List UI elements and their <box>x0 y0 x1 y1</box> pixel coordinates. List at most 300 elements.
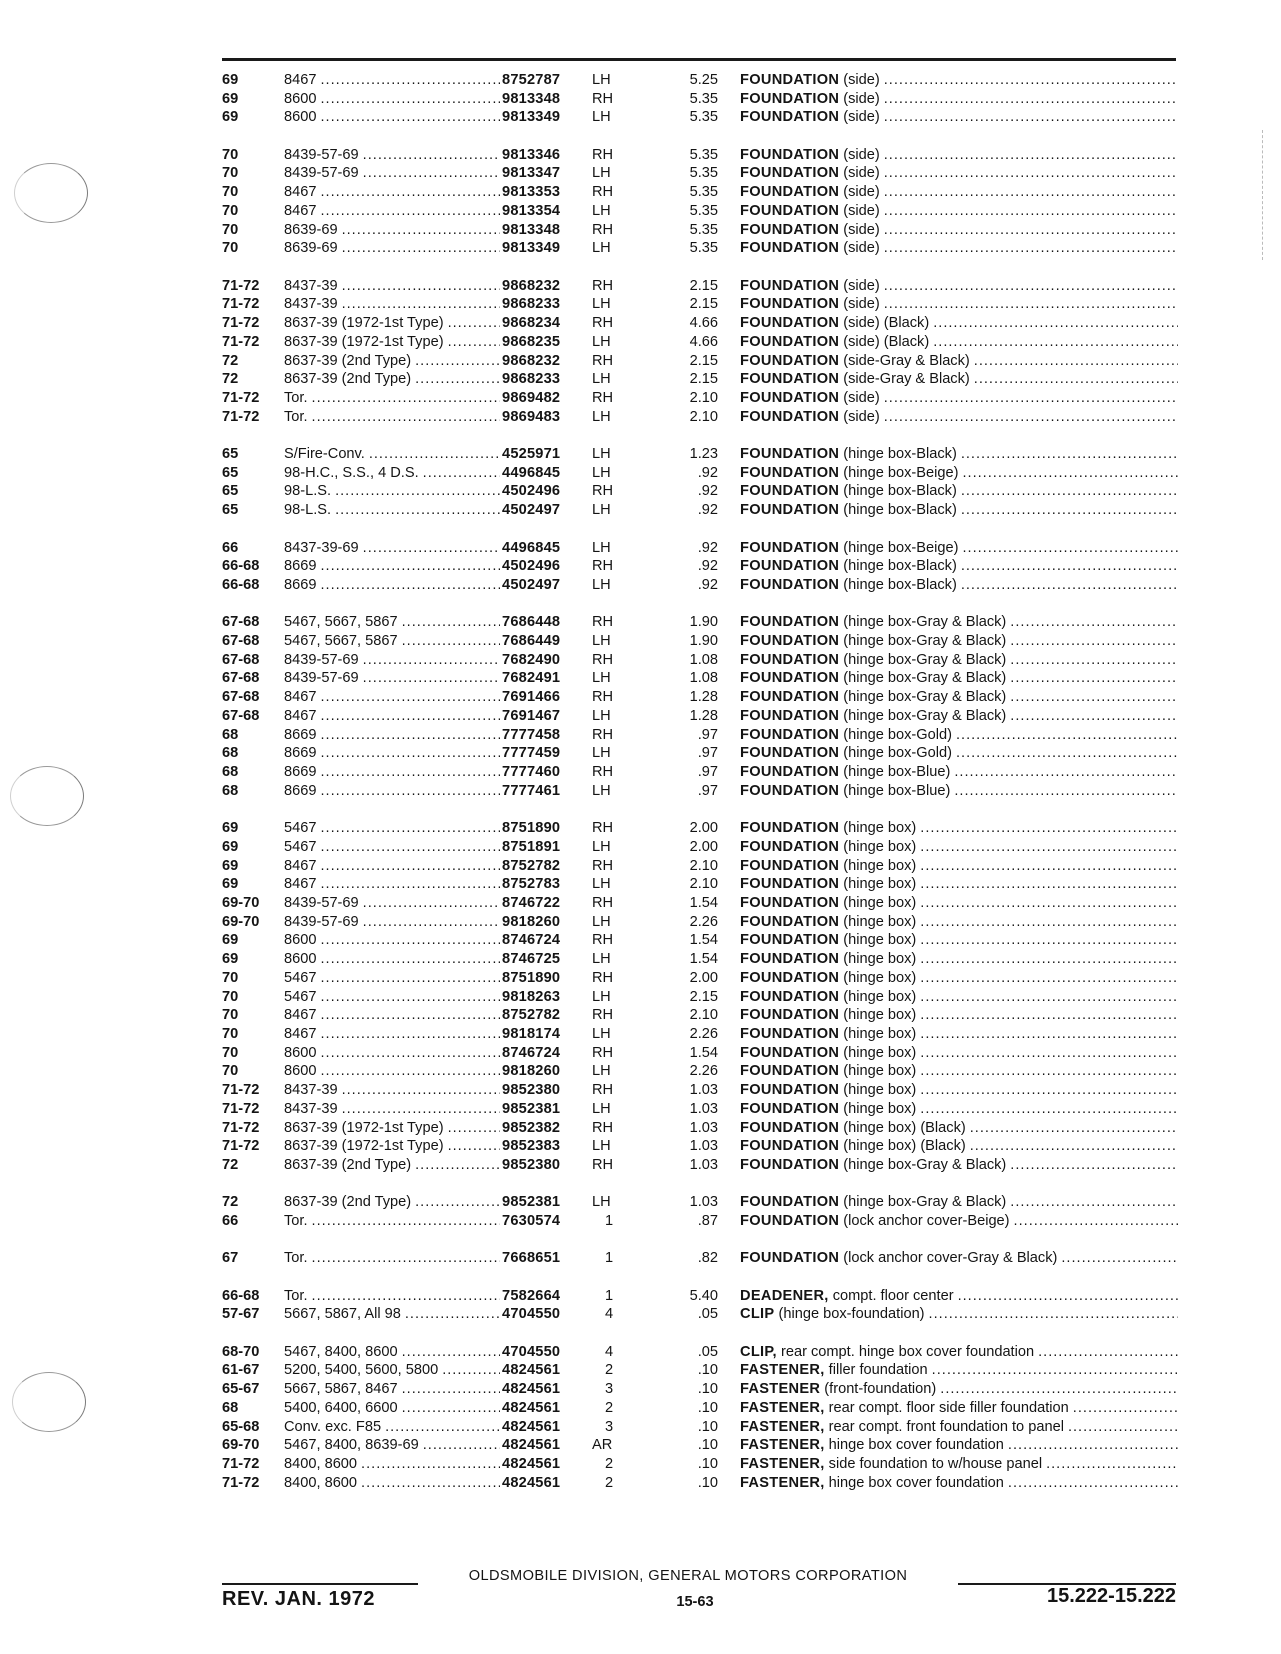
quantity-cell: RH <box>592 390 614 406</box>
dot-leader <box>1010 688 1178 707</box>
year-cell: 69 <box>222 820 239 836</box>
table-row <box>0 1025 1281 1044</box>
table-row <box>0 1436 1281 1455</box>
quantity-cell: RH <box>592 970 614 986</box>
table-row <box>0 913 1281 932</box>
description-keyword: FOUNDATION <box>740 184 840 200</box>
year-cell: 57-67 <box>222 1306 260 1322</box>
quantity-cell: RH <box>592 858 614 874</box>
description-text <box>740 202 884 221</box>
price-cell: 1.03 <box>689 1138 718 1154</box>
model-text: 8637-39 (1972-1st Type) <box>284 315 444 331</box>
model-cell <box>284 857 500 876</box>
model-text: 5467 <box>284 820 317 836</box>
year-cell: 67-68 <box>222 708 260 724</box>
model-text: 8637-39 (1972-1st Type) <box>284 334 444 350</box>
description-detail: (hinge box-foundation) <box>774 1306 925 1322</box>
description-detail: (side-Gray & Black) <box>839 371 970 387</box>
quantity-cell: 3 <box>604 1381 614 1397</box>
description-detail: (hinge box) <box>839 914 917 930</box>
description-detail: (hinge box-Gray & Black) <box>839 708 1007 724</box>
year-cell: 71-72 <box>222 409 260 425</box>
price-cell: 2.00 <box>689 820 718 836</box>
description-detail: (hinge box-Beige) <box>839 465 959 481</box>
quantity-cell: 2 <box>604 1475 614 1491</box>
description-keyword: FOUNDATION <box>740 540 840 556</box>
model-cell <box>284 239 500 258</box>
price-cell: 5.40 <box>689 1288 718 1304</box>
description-keyword: DEADENER, <box>740 1288 829 1304</box>
table-row <box>0 1044 1281 1063</box>
price-cell: .92 <box>697 483 718 499</box>
dot-leader <box>402 1380 500 1399</box>
description-text <box>740 389 884 408</box>
dot-leader <box>920 1100 1178 1119</box>
price-cell: 5.35 <box>689 147 718 163</box>
dot-leader <box>423 464 500 483</box>
dot-leader <box>884 277 1178 296</box>
price-cell: 1.28 <box>689 708 718 724</box>
dot-leader <box>1038 1343 1178 1362</box>
description-keyword: FASTENER, <box>740 1437 825 1453</box>
description-text <box>740 819 920 838</box>
year-cell: 66 <box>222 1213 239 1229</box>
year-cell: 70 <box>222 1045 239 1061</box>
description-text <box>740 969 920 988</box>
quantity-cell: LH <box>592 1026 611 1042</box>
dot-leader <box>363 894 500 913</box>
description-keyword: FOUNDATION <box>740 72 840 88</box>
year-cell: 65 <box>222 465 239 481</box>
part-number-cell: 7682490 <box>502 652 561 668</box>
price-cell: .92 <box>697 502 718 518</box>
dot-leader <box>884 183 1178 202</box>
description-cell <box>740 1380 1178 1399</box>
description-keyword: FOUNDATION <box>740 1138 840 1154</box>
table-row <box>0 1062 1281 1081</box>
description-detail: (side-Gray & Black) <box>839 353 970 369</box>
part-number-cell: 8746724 <box>502 932 561 948</box>
table-row <box>0 1006 1281 1025</box>
model-cell <box>284 1212 500 1231</box>
quantity-cell: RH <box>592 820 614 836</box>
description-text <box>740 576 961 595</box>
dot-leader <box>320 576 500 595</box>
model-cell <box>284 875 500 894</box>
description-text <box>740 894 920 913</box>
description-keyword: FOUNDATION <box>740 502 840 518</box>
part-number-cell: 9868232 <box>502 353 561 369</box>
model-cell <box>284 1249 500 1268</box>
price-cell: 2.26 <box>689 1063 718 1079</box>
dot-leader <box>920 857 1178 876</box>
table-row <box>0 1305 1281 1324</box>
model-text: 8439-57-69 <box>284 147 359 163</box>
year-cell: 71-72 <box>222 278 260 294</box>
description-text <box>740 90 884 109</box>
model-text: 8467 <box>284 708 317 724</box>
description-text <box>740 1380 940 1399</box>
model-cell <box>284 1044 500 1063</box>
price-cell: 2.15 <box>689 278 718 294</box>
price-cell: 2.00 <box>689 970 718 986</box>
description-detail: (hinge box-Black) <box>839 502 957 518</box>
part-number-cell: 4824561 <box>502 1419 561 1435</box>
price-cell: 1.54 <box>689 932 718 948</box>
model-cell <box>284 1305 500 1324</box>
part-number-cell: 7691467 <box>502 708 561 724</box>
description-keyword: FOUNDATION <box>740 278 840 294</box>
table-row <box>0 482 1281 501</box>
part-number-cell: 7691466 <box>502 689 561 705</box>
price-cell: 5.35 <box>689 222 718 238</box>
description-keyword: FOUNDATION <box>740 1213 840 1229</box>
year-cell: 67 <box>222 1250 239 1266</box>
year-cell: 70 <box>222 1026 239 1042</box>
model-text: 5400, 6400, 6600 <box>284 1400 398 1416</box>
year-cell: 65-68 <box>222 1419 260 1435</box>
price-cell: 4.66 <box>689 315 718 331</box>
dot-leader <box>402 1343 500 1362</box>
dot-leader <box>884 408 1178 427</box>
description-cell <box>740 408 1178 427</box>
table-row <box>0 1380 1281 1399</box>
dot-leader <box>884 202 1178 221</box>
description-cell <box>740 857 1178 876</box>
part-number-cell: 7777459 <box>502 745 561 761</box>
description-keyword: FOUNDATION <box>740 409 840 425</box>
model-cell <box>284 146 500 165</box>
description-keyword: FOUNDATION <box>740 558 840 574</box>
year-cell: 68 <box>222 727 239 743</box>
quantity-cell: 4 <box>604 1344 614 1360</box>
page-number: 15-63 <box>676 1594 714 1610</box>
part-number-cell: 7777461 <box>502 783 561 799</box>
dot-leader <box>958 1287 1178 1306</box>
model-text: 8637-39 (2nd Type) <box>284 353 412 369</box>
dot-leader <box>312 1212 500 1231</box>
dot-leader <box>961 557 1178 576</box>
description-text <box>740 295 884 314</box>
model-cell <box>284 763 500 782</box>
part-number-cell: 9818174 <box>502 1026 561 1042</box>
dot-leader <box>320 1044 500 1063</box>
model-cell <box>284 108 500 127</box>
dot-leader <box>335 482 500 501</box>
price-cell: 2.10 <box>689 876 718 892</box>
description-detail: (hinge box-Gray & Black) <box>839 633 1007 649</box>
dot-leader <box>920 1081 1178 1100</box>
dot-leader <box>363 164 500 183</box>
table-row <box>0 1119 1281 1138</box>
description-keyword: FOUNDATION <box>740 222 840 238</box>
part-number-cell: 4502497 <box>502 577 561 593</box>
dot-leader <box>1010 1156 1178 1175</box>
dot-leader <box>320 557 500 576</box>
part-number-cell: 9852380 <box>502 1157 561 1173</box>
model-cell <box>284 1418 500 1437</box>
dot-leader <box>961 482 1178 501</box>
model-text: 98-H.C., S.S., 4 D.S. <box>284 465 419 481</box>
quantity-cell: RH <box>592 1157 614 1173</box>
year-cell: 67-68 <box>222 633 260 649</box>
dot-leader <box>361 1455 500 1474</box>
model-text: 5667, 5867, All 98 <box>284 1306 401 1322</box>
part-number-cell: 9852380 <box>502 1082 561 1098</box>
quantity-cell: LH <box>592 371 611 387</box>
dot-leader <box>1010 1193 1178 1212</box>
model-cell <box>284 1119 500 1138</box>
quantity-cell: RH <box>592 558 614 574</box>
description-cell <box>740 931 1178 950</box>
description-text <box>740 183 884 202</box>
dot-leader <box>920 819 1178 838</box>
description-cell <box>740 71 1178 90</box>
description-cell <box>740 202 1178 221</box>
description-text <box>740 1474 1008 1493</box>
part-number-cell: 9869482 <box>502 390 561 406</box>
description-cell <box>740 1062 1178 1081</box>
description-text <box>740 950 920 969</box>
description-keyword: FOUNDATION <box>740 989 840 1005</box>
description-text <box>740 333 933 352</box>
part-number-cell: 9813347 <box>502 165 561 181</box>
model-cell <box>284 90 500 109</box>
description-text <box>740 1119 970 1138</box>
dot-leader <box>920 1062 1178 1081</box>
model-cell <box>284 744 500 763</box>
description-cell <box>740 1137 1178 1156</box>
quantity-cell: LH <box>592 296 611 312</box>
description-text <box>740 464 962 483</box>
description-text <box>740 1156 1010 1175</box>
quantity-cell: AR <box>592 1437 613 1453</box>
description-text <box>740 445 961 464</box>
year-cell: 71-72 <box>222 1456 260 1472</box>
description-detail: (hinge box-Gray & Black) <box>839 652 1007 668</box>
dot-leader <box>320 1025 500 1044</box>
description-text <box>740 782 954 801</box>
year-cell: 66 <box>222 540 239 556</box>
table-row <box>0 819 1281 838</box>
dot-leader <box>363 651 500 670</box>
dot-leader <box>342 277 500 296</box>
description-keyword: FASTENER, <box>740 1400 825 1416</box>
year-cell: 69 <box>222 91 239 107</box>
model-text: 5667, 5867, 8467 <box>284 1381 398 1397</box>
dot-leader <box>363 539 500 558</box>
quantity-cell: 3 <box>604 1419 614 1435</box>
price-cell: 2.15 <box>689 353 718 369</box>
dot-leader <box>342 1100 500 1119</box>
part-number-cell: 7777460 <box>502 764 561 780</box>
dot-leader <box>320 90 500 109</box>
description-text <box>740 1249 1061 1268</box>
year-cell: 69 <box>222 858 239 874</box>
year-cell: 71-72 <box>222 1120 260 1136</box>
dot-leader <box>954 763 1178 782</box>
description-detail: (hinge box-Gray & Black) <box>839 670 1007 686</box>
description-cell <box>740 352 1178 371</box>
model-text: 8639-69 <box>284 222 338 238</box>
dot-leader <box>415 1193 500 1212</box>
description-cell <box>740 1287 1178 1306</box>
dot-leader <box>1010 707 1178 726</box>
description-cell <box>740 763 1178 782</box>
dot-leader <box>1008 1436 1178 1455</box>
part-number-cell: 4502496 <box>502 483 561 499</box>
quantity-cell: LH <box>592 708 611 724</box>
dot-leader <box>970 1119 1178 1138</box>
dot-leader <box>1010 613 1178 632</box>
model-text: 8669 <box>284 558 317 574</box>
description-cell <box>740 969 1178 988</box>
dot-leader <box>1073 1399 1178 1418</box>
model-cell <box>284 950 500 969</box>
year-cell: 70 <box>222 222 239 238</box>
price-cell: 2.15 <box>689 296 718 312</box>
year-cell: 67-68 <box>222 670 260 686</box>
description-text <box>740 370 974 389</box>
model-cell <box>284 408 500 427</box>
description-text <box>740 651 1010 670</box>
year-cell: 72 <box>222 353 239 369</box>
dot-leader <box>448 1137 500 1156</box>
model-text: 8669 <box>284 764 317 780</box>
model-cell <box>284 651 500 670</box>
year-cell: 69-70 <box>222 914 260 930</box>
table-row <box>0 239 1281 258</box>
description-cell <box>740 688 1178 707</box>
description-cell <box>740 501 1178 520</box>
description-text <box>740 1361 932 1380</box>
year-cell: 66-68 <box>222 1288 260 1304</box>
description-cell <box>740 613 1178 632</box>
description-detail: (side) <box>839 203 880 219</box>
description-detail: (side) <box>839 165 880 181</box>
model-text: 8467 <box>284 876 317 892</box>
dot-leader <box>320 1062 500 1081</box>
description-keyword: FOUNDATION <box>740 147 840 163</box>
year-cell: 70 <box>222 147 239 163</box>
description-text <box>740 1025 920 1044</box>
part-number-cell: 9868235 <box>502 334 561 350</box>
dot-leader <box>320 688 500 707</box>
part-number-cell: 4502497 <box>502 502 561 518</box>
year-cell: 69 <box>222 876 239 892</box>
description-keyword: FOUNDATION <box>740 390 840 406</box>
year-cell: 65 <box>222 502 239 518</box>
table-row <box>0 969 1281 988</box>
model-cell <box>284 370 500 389</box>
table-row <box>0 164 1281 183</box>
table-row <box>0 1156 1281 1175</box>
year-cell: 70 <box>222 165 239 181</box>
table-row <box>0 1343 1281 1362</box>
price-cell: 1.23 <box>689 446 718 462</box>
table-row <box>0 875 1281 894</box>
model-text: 5467, 5667, 5867 <box>284 633 398 649</box>
price-cell: .05 <box>697 1344 718 1360</box>
model-text: 8437-39 <box>284 1101 338 1117</box>
description-keyword: FOUNDATION <box>740 970 840 986</box>
description-cell <box>740 464 1178 483</box>
description-cell <box>740 445 1178 464</box>
table-row <box>0 632 1281 651</box>
description-cell <box>740 1025 1178 1044</box>
description-keyword: FOUNDATION <box>740 745 840 761</box>
quantity-cell: 1 <box>604 1250 614 1266</box>
price-cell: 1.54 <box>689 1045 718 1061</box>
part-number-cell: 4496845 <box>502 540 561 556</box>
model-cell <box>284 688 500 707</box>
table-row <box>0 277 1281 296</box>
quantity-cell: RH <box>592 1045 614 1061</box>
description-detail: (hinge box) <box>839 1007 917 1023</box>
price-cell: .10 <box>697 1475 718 1491</box>
table-row <box>0 146 1281 165</box>
quantity-cell: LH <box>592 876 611 892</box>
part-number-cell: 7630574 <box>502 1213 561 1229</box>
part-number-cell: 8746725 <box>502 951 561 967</box>
description-detail: (lock anchor cover-Gray & Black) <box>839 1250 1058 1266</box>
model-text: 8600 <box>284 951 317 967</box>
dot-leader <box>956 726 1178 745</box>
description-keyword: FOUNDATION <box>740 858 840 874</box>
table-row <box>0 782 1281 801</box>
description-detail: compt. floor center <box>828 1288 954 1304</box>
description-text <box>740 763 954 782</box>
dot-leader <box>320 988 500 1007</box>
description-detail: (hinge box) (Black) <box>839 1120 966 1136</box>
year-cell: 66-68 <box>222 558 260 574</box>
price-cell: 5.35 <box>689 91 718 107</box>
year-cell: 66-68 <box>222 577 260 593</box>
year-cell: 70 <box>222 970 239 986</box>
model-text: 8467 <box>284 184 317 200</box>
model-text: 5467 <box>284 839 317 855</box>
model-cell <box>284 613 500 632</box>
year-cell: 68 <box>222 764 239 780</box>
description-keyword: FOUNDATION <box>740 240 840 256</box>
table-row <box>0 314 1281 333</box>
table-row <box>0 988 1281 1007</box>
dot-leader <box>320 969 500 988</box>
description-cell <box>740 1156 1178 1175</box>
price-cell: 2.00 <box>689 839 718 855</box>
description-keyword: FASTENER, <box>740 1456 825 1472</box>
description-detail: (hinge box-Blue) <box>839 764 951 780</box>
model-cell <box>284 314 500 333</box>
dot-leader <box>342 295 500 314</box>
description-detail: (side) <box>839 240 880 256</box>
description-keyword: FOUNDATION <box>740 1194 840 1210</box>
model-text: 8439-57-69 <box>284 652 359 668</box>
description-detail: hinge box cover foundation <box>824 1475 1004 1491</box>
model-text: 8400, 8600 <box>284 1456 358 1472</box>
description-detail: (side) <box>839 109 880 125</box>
part-number-cell: 9852381 <box>502 1101 561 1117</box>
table-row <box>0 71 1281 90</box>
description-keyword: FASTENER, <box>740 1362 825 1378</box>
quantity-cell: LH <box>592 240 611 256</box>
description-cell <box>740 744 1178 763</box>
price-cell: 5.35 <box>689 240 718 256</box>
model-text: 8600 <box>284 109 317 125</box>
table-row <box>0 1193 1281 1212</box>
description-text <box>740 1305 929 1324</box>
quantity-cell: 1 <box>604 1288 614 1304</box>
